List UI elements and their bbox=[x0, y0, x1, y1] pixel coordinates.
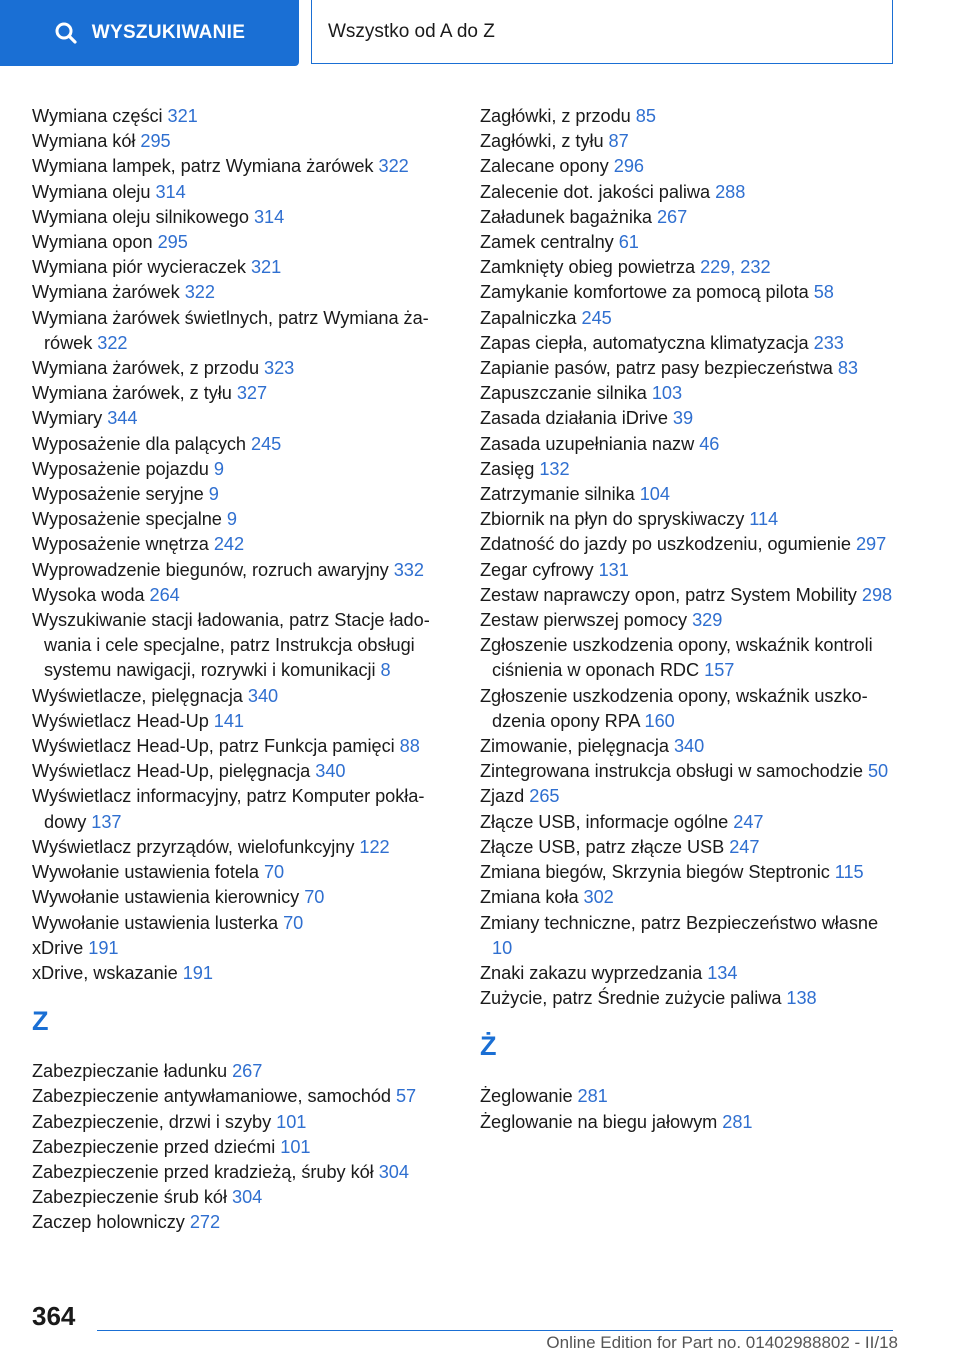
index-entry-term: Wyposażenie dla palących bbox=[32, 433, 246, 454]
index-entry-page-link[interactable]: 322 bbox=[184, 282, 215, 303]
index-entry bbox=[32, 759, 452, 784]
index-entry-page-link[interactable]: 295 bbox=[140, 131, 171, 152]
index-entry bbox=[32, 306, 452, 356]
index-entry bbox=[32, 911, 452, 936]
index-entry-term: Wyświetlacz Head-Up, patrz Funkcja pamięci bbox=[32, 736, 395, 757]
index-entry bbox=[480, 104, 900, 129]
index-entry-term: Zamek centralny bbox=[480, 232, 614, 253]
index-entry-page-link[interactable]: 296 bbox=[613, 156, 644, 177]
index-entry bbox=[480, 860, 900, 885]
index-entry-term: Zagłówki, z tyłu bbox=[480, 131, 604, 152]
index-entry-page-link[interactable]: 329 bbox=[692, 610, 723, 631]
page-number: 364 bbox=[32, 1301, 76, 1331]
index-entry bbox=[32, 482, 452, 507]
index-entry-term: Wyposażenie pojazdu bbox=[32, 458, 209, 479]
index-entry-page-link[interactable]: 191 bbox=[88, 937, 119, 958]
index-entry-term: Zapuszczanie silnika bbox=[480, 383, 647, 404]
index-entry bbox=[32, 280, 452, 305]
index-entry bbox=[32, 1084, 452, 1109]
index-entry bbox=[32, 381, 452, 406]
index-entry-page-link[interactable]: 265 bbox=[529, 786, 560, 807]
index-entry bbox=[32, 784, 452, 834]
index-entry-page-link[interactable]: 247 bbox=[733, 811, 764, 832]
index-entry-term: Zestaw naprawczy opon, patrz System Mobility bbox=[480, 584, 857, 605]
index-entry-page-link[interactable]: 340 bbox=[315, 761, 346, 782]
index-entry-page-link[interactable]: 137 bbox=[91, 811, 122, 832]
index-entry-term: Wymiana żarówek świetlnych, patrz Wymiana żarówek bbox=[32, 307, 429, 353]
header bbox=[0, 0, 960, 66]
index-entry bbox=[32, 1185, 452, 1210]
index-entry-term: Wywołanie ustawienia lusterka bbox=[32, 912, 279, 933]
index-entry-term: Wymiana żarówek, z przodu bbox=[32, 358, 260, 379]
index-entry bbox=[480, 129, 900, 154]
index-entry bbox=[480, 1110, 900, 1135]
index-entry-term: Znaki zakazu wyprzedzania bbox=[480, 962, 703, 983]
index-entry bbox=[480, 759, 900, 784]
index-letter-heading: Z bbox=[32, 1006, 49, 1037]
index-entry-page-link[interactable]: 39 bbox=[672, 408, 694, 429]
index-entry bbox=[480, 885, 900, 910]
index-column-left bbox=[32, 104, 452, 1236]
index-entry-page-link[interactable]: 57 bbox=[395, 1086, 417, 1107]
index-entry-term: Wyprowadzenie biegunów, rozruch awaryjny bbox=[32, 559, 389, 580]
index-entry-page-link[interactable]: 229, 232 bbox=[700, 257, 771, 278]
index-entry-term: Zjazd bbox=[480, 786, 525, 807]
index-entry-page-link[interactable]: 131 bbox=[598, 559, 629, 580]
index-entry-page-link[interactable]: 160 bbox=[644, 710, 675, 731]
index-entry-page-link[interactable]: 70 bbox=[263, 862, 285, 883]
index-entry bbox=[480, 306, 900, 331]
index-entry bbox=[32, 532, 452, 557]
index-entry bbox=[480, 961, 900, 986]
index-entry-term: Wyposażenie seryjne bbox=[32, 484, 204, 505]
index-entry-page-link[interactable]: 264 bbox=[149, 584, 180, 605]
index-entry bbox=[32, 457, 452, 482]
index-entry-term: Wywołanie ustawienia fotela bbox=[32, 862, 259, 883]
index-entry-term: Zapianie pasów, patrz pasy bezpieczeństwa bbox=[480, 358, 833, 379]
index-entry-page-link[interactable]: 302 bbox=[583, 887, 614, 908]
index-entry bbox=[480, 532, 900, 557]
index-entry-page-link[interactable]: 9 bbox=[208, 484, 219, 505]
index-entry-term: Zapalniczka bbox=[480, 307, 577, 328]
index-entry-page-link[interactable]: 281 bbox=[577, 1086, 608, 1107]
index-entry bbox=[32, 104, 452, 129]
index-entry-term: Zmiana koła bbox=[480, 887, 579, 908]
index-entry-term: Zgłoszenie uszkodzenia opony, wskaźnik uszkodzenia opony RPA bbox=[480, 685, 868, 731]
index-entry-page-link[interactable]: 58 bbox=[813, 282, 834, 303]
index-entry-page-link[interactable]: 323 bbox=[264, 358, 295, 379]
index-entry-page-link[interactable]: 50 bbox=[867, 761, 889, 782]
index-entry-page-link[interactable]: 10 bbox=[492, 937, 513, 958]
search-button[interactable] bbox=[0, 0, 299, 66]
index-entry-term: Zimowanie, pielęgnacja bbox=[480, 736, 669, 757]
index-entry-term: Zamknięty obieg powietrza bbox=[480, 257, 696, 278]
index-entry-page-link[interactable]: 9 bbox=[226, 509, 237, 530]
index-entry bbox=[32, 1160, 452, 1185]
index-entry bbox=[32, 1059, 452, 1084]
index-entry-page-link[interactable]: 134 bbox=[707, 962, 738, 983]
index-entry bbox=[480, 280, 900, 305]
index-entry bbox=[32, 608, 452, 684]
index-entry-page-link[interactable]: 327 bbox=[236, 383, 268, 404]
index-entry bbox=[480, 154, 900, 179]
index-entry bbox=[32, 1210, 452, 1235]
index-entry bbox=[480, 608, 900, 633]
index-entry-page-link[interactable]: 344 bbox=[107, 408, 138, 429]
index-entry bbox=[480, 381, 900, 406]
index-entry-page-link[interactable]: 297 bbox=[855, 534, 887, 555]
search-icon bbox=[54, 21, 78, 45]
index-entry-term: Zabezpieczenie antywłamaniowe, samochód bbox=[32, 1086, 391, 1107]
index-entry bbox=[32, 684, 452, 709]
index-entry-page-link[interactable]: 103 bbox=[651, 383, 683, 404]
index-entry-term: Zbiornik na płyn do spryskiwaczy bbox=[480, 509, 745, 530]
index-entry bbox=[480, 810, 900, 835]
index-entry bbox=[32, 507, 452, 532]
index-entry bbox=[480, 356, 900, 381]
index-entry bbox=[480, 835, 900, 860]
index-entry-page-link[interactable]: 242 bbox=[213, 534, 245, 555]
index-entry-term: Zmiany techniczne, patrz Bezpieczeństwo własne bbox=[480, 912, 879, 933]
index-entry-page-link[interactable]: 267 bbox=[656, 206, 688, 227]
index-entry-term: Zabezpieczenie przed kradzieżą, śruby kół bbox=[32, 1161, 374, 1182]
index-entry bbox=[32, 734, 452, 759]
index-entry-page-link[interactable]: 281 bbox=[722, 1111, 753, 1132]
index-entry bbox=[32, 406, 452, 431]
index-entry-term: Wysoka woda bbox=[32, 584, 145, 605]
index-entry bbox=[480, 255, 900, 280]
index-entry bbox=[480, 432, 900, 457]
index-entry-term: Wymiana opon bbox=[32, 232, 153, 253]
footer-edition-text: Online Edition for Part no. 01402988802 - II/18 bbox=[546, 1333, 898, 1352]
index-entry-page-link[interactable]: 46 bbox=[699, 433, 720, 454]
index-entry bbox=[32, 432, 452, 457]
index-entry-page-link[interactable]: 88 bbox=[399, 736, 420, 757]
index-entry-page-link[interactable]: 157 bbox=[704, 660, 735, 681]
index-entry-page-link[interactable]: 245 bbox=[581, 307, 612, 328]
index-entry-page-link[interactable]: 104 bbox=[639, 484, 670, 505]
index-entry-page-link[interactable]: 8 bbox=[380, 660, 391, 681]
index-entry bbox=[480, 406, 900, 431]
index-entry bbox=[32, 583, 452, 608]
section-title: Wszystko od A do Z bbox=[328, 20, 495, 42]
index-entry-term: Zmiana biegów, Skrzynia biegów Steptronic bbox=[480, 862, 830, 883]
index-entry-term: Zatrzymanie silnika bbox=[480, 484, 635, 505]
index-entry-term: Załadunek bagażnika bbox=[480, 206, 652, 227]
index-entry-page-link[interactable]: 295 bbox=[157, 232, 188, 253]
index-entry-term: Wyświetlacz Head-Up, pielęgnacja bbox=[32, 761, 311, 782]
index-entry-term: Wyszukiwanie stacji ładowania, patrz Stacje ładowania i cele specjalne, patrz Instrukcja obsługi systemu nawigacji, rozrywki i komunikacji bbox=[32, 610, 430, 681]
index-entry-page-link[interactable]: 322 bbox=[97, 332, 128, 353]
index-entry-page-link[interactable]: 340 bbox=[673, 736, 705, 757]
index-entry-term: Zaczep holowniczy bbox=[32, 1212, 185, 1233]
index-entry-page-link[interactable]: 332 bbox=[393, 559, 424, 580]
index-entry-term: Żeglowanie bbox=[480, 1086, 573, 1107]
index-entry-term: Wymiana żarówek bbox=[32, 282, 180, 303]
index-entry-term: Zabezpieczenie przed dziećmi bbox=[32, 1136, 276, 1157]
index-entry bbox=[480, 558, 900, 583]
index-entry bbox=[480, 482, 900, 507]
index-entry-term: Zegar cyfrowy bbox=[480, 559, 594, 580]
index-entry-term: Wymiana części bbox=[32, 106, 163, 126]
index-entry bbox=[480, 180, 900, 205]
index-entry bbox=[32, 709, 452, 734]
index-entry bbox=[480, 684, 900, 734]
index-entry-term: Wyposażenie specjalne bbox=[32, 509, 222, 530]
index-entry-page-link[interactable]: 9 bbox=[213, 458, 224, 479]
index-entry-page-link[interactable]: 304 bbox=[378, 1161, 409, 1182]
index-entry-term: Złącze USB, patrz złącze USB bbox=[480, 836, 725, 857]
index-entry-term: Zabezpieczanie ładunku bbox=[32, 1061, 228, 1082]
index-entry-page-link[interactable]: 191 bbox=[182, 962, 213, 983]
index-entry bbox=[32, 1110, 452, 1135]
index-entry-page-link[interactable]: 87 bbox=[608, 131, 629, 152]
index-entry bbox=[32, 255, 452, 280]
index-entry-term: Zagłówki, z przodu bbox=[480, 106, 631, 126]
index-entry-page-link[interactable]: 298 bbox=[861, 584, 893, 605]
index-entry-term: Zabezpieczenie śrub kół bbox=[32, 1187, 227, 1208]
index-entry bbox=[480, 507, 900, 532]
index-entry-term: Zapas ciepła, automatyczna klimatyzacja bbox=[480, 332, 809, 353]
index-entry bbox=[32, 885, 452, 910]
footer-divider bbox=[97, 1330, 893, 1331]
index-entry bbox=[480, 986, 900, 1011]
index-entry-page-link[interactable]: 304 bbox=[232, 1187, 263, 1208]
index-entry-term: Wymiana piór wycieraczek bbox=[32, 257, 246, 278]
index-entry-term: Wyświetlacz przyrządów, wielofunkcyjny bbox=[32, 836, 355, 857]
index-entry-page-link[interactable]: 272 bbox=[189, 1212, 221, 1233]
index-entry-page-link[interactable]: 288 bbox=[715, 181, 746, 202]
index-entry-page-link[interactable]: 314 bbox=[155, 181, 186, 202]
index-entry bbox=[480, 784, 900, 809]
index-entry-term: Zabezpieczenie, drzwi i szyby bbox=[32, 1111, 272, 1132]
index-entry-page-link[interactable]: 340 bbox=[247, 685, 279, 706]
index-entry bbox=[32, 558, 452, 583]
index-entry-term: Zintegrowana instrukcja obsługi w samochodzie bbox=[480, 761, 863, 782]
index-entry bbox=[32, 180, 452, 205]
index-entry-term: Wyposażenie wnętrza bbox=[32, 534, 209, 555]
index-entry-term: Zużycie, patrz Średnie zużycie paliwa bbox=[480, 988, 782, 1009]
index-entry-term: Wymiana lampek, patrz Wymiana żarówek bbox=[32, 156, 374, 177]
index-entry-page-link[interactable]: 115 bbox=[834, 862, 864, 883]
search-label: WYSZUKIWANIE bbox=[91, 22, 246, 43]
index-entry bbox=[480, 911, 900, 961]
index-entry-page-link[interactable]: 322 bbox=[378, 156, 409, 177]
index-entry-term: Zdatność do jazdy po uszkodzeniu, ogumienie bbox=[480, 534, 851, 555]
index-entry-term: Zalecane opony bbox=[480, 156, 609, 177]
index-entry bbox=[480, 205, 900, 230]
section-title-box bbox=[311, 0, 893, 64]
index-entry-page-link[interactable]: 138 bbox=[786, 988, 817, 1009]
index-entry-page-link[interactable]: 122 bbox=[359, 836, 390, 857]
index-entry bbox=[32, 154, 452, 179]
index-entry-page-link[interactable]: 70 bbox=[304, 887, 325, 908]
index-entry-term: Wyświetlacze, pielęgnacja bbox=[32, 685, 243, 706]
index-entry bbox=[32, 356, 452, 381]
index-entry-page-link[interactable]: 70 bbox=[283, 912, 304, 933]
index-entry-term: Wymiary bbox=[32, 408, 103, 429]
index-entry bbox=[480, 633, 900, 683]
index-entry-page-link[interactable]: 141 bbox=[213, 710, 244, 731]
index-entry-term: Wywołanie ustawienia kierownicy bbox=[32, 887, 300, 908]
index-entry-term: Wymiana żarówek, z tyłu bbox=[32, 383, 232, 404]
index-entry bbox=[32, 1135, 452, 1160]
index-entry bbox=[480, 331, 900, 356]
index-entry-term: Wymiana kół bbox=[32, 131, 136, 152]
index-entry-term: Wymiana oleju silnikowego bbox=[32, 206, 249, 227]
index-entry bbox=[480, 1084, 900, 1109]
index-entry-page-link[interactable]: 101 bbox=[276, 1111, 307, 1132]
index-entry bbox=[480, 583, 900, 608]
index-entry bbox=[480, 734, 900, 759]
index-entry-term: Zestaw pierwszej pomocy bbox=[480, 610, 688, 631]
index-entry bbox=[32, 860, 452, 885]
index-entry bbox=[32, 230, 452, 255]
index-entry-term: Żeglowanie na biegu jałowym bbox=[480, 1111, 718, 1132]
index-entry bbox=[480, 230, 900, 255]
index-entry bbox=[480, 457, 900, 482]
index-column-right bbox=[480, 104, 900, 1135]
index-entry-page-link[interactable]: 85 bbox=[635, 106, 656, 126]
index-entry-term: xDrive, wskazanie bbox=[32, 962, 178, 983]
index-entry bbox=[32, 205, 452, 230]
index-entry-term: Wymiana oleju bbox=[32, 181, 151, 202]
index-entry-page-link[interactable]: 101 bbox=[280, 1136, 311, 1157]
index-entry bbox=[32, 936, 452, 961]
index-entry bbox=[32, 961, 452, 986]
index-letter-heading: Ż bbox=[480, 1031, 497, 1062]
index-entry-term: Wyświetlacz informacyjny, patrz Komputer pokładowy bbox=[32, 786, 425, 832]
index-entry bbox=[32, 129, 452, 154]
index-entry-term: Zasada uzupełniania nazw bbox=[480, 433, 695, 454]
index-entry-term: Zalecenie dot. jakości paliwa bbox=[480, 181, 711, 202]
index-entry-term: Zamykanie komfortowe za pomocą pilota bbox=[480, 282, 809, 303]
index-entry-page-link[interactable]: 314 bbox=[253, 206, 285, 227]
index-entry-page-link[interactable]: 321 bbox=[167, 106, 198, 126]
index-entry bbox=[32, 835, 452, 860]
index-entry-term: Zgłoszenie uszkodzenia opony, wskaźnik kontroli ciśnienia w oponach RDC bbox=[480, 635, 873, 681]
index-entry-page-link[interactable]: 245 bbox=[251, 433, 282, 454]
index-entry-term: Wyświetlacz Head-Up bbox=[32, 710, 209, 731]
index-entry-page-link[interactable]: 132 bbox=[539, 458, 570, 479]
index-entry-page-link[interactable]: 321 bbox=[250, 257, 282, 278]
index-entry-term: xDrive bbox=[32, 937, 84, 958]
index-entry-term: Zasada działania iDrive bbox=[480, 408, 668, 429]
index-entry-page-link[interactable]: 233 bbox=[813, 332, 844, 353]
index-entry-page-link[interactable]: 114 bbox=[749, 509, 779, 530]
index-entry-term: Złącze USB, informacje ogólne bbox=[480, 811, 729, 832]
index-entry-page-link[interactable]: 83 bbox=[837, 358, 858, 379]
index-entry-page-link[interactable]: 247 bbox=[729, 836, 760, 857]
index-entry-page-link[interactable]: 61 bbox=[618, 232, 639, 253]
index-entry-page-link[interactable]: 267 bbox=[232, 1061, 263, 1082]
index-entry-term: Zasięg bbox=[480, 458, 535, 479]
